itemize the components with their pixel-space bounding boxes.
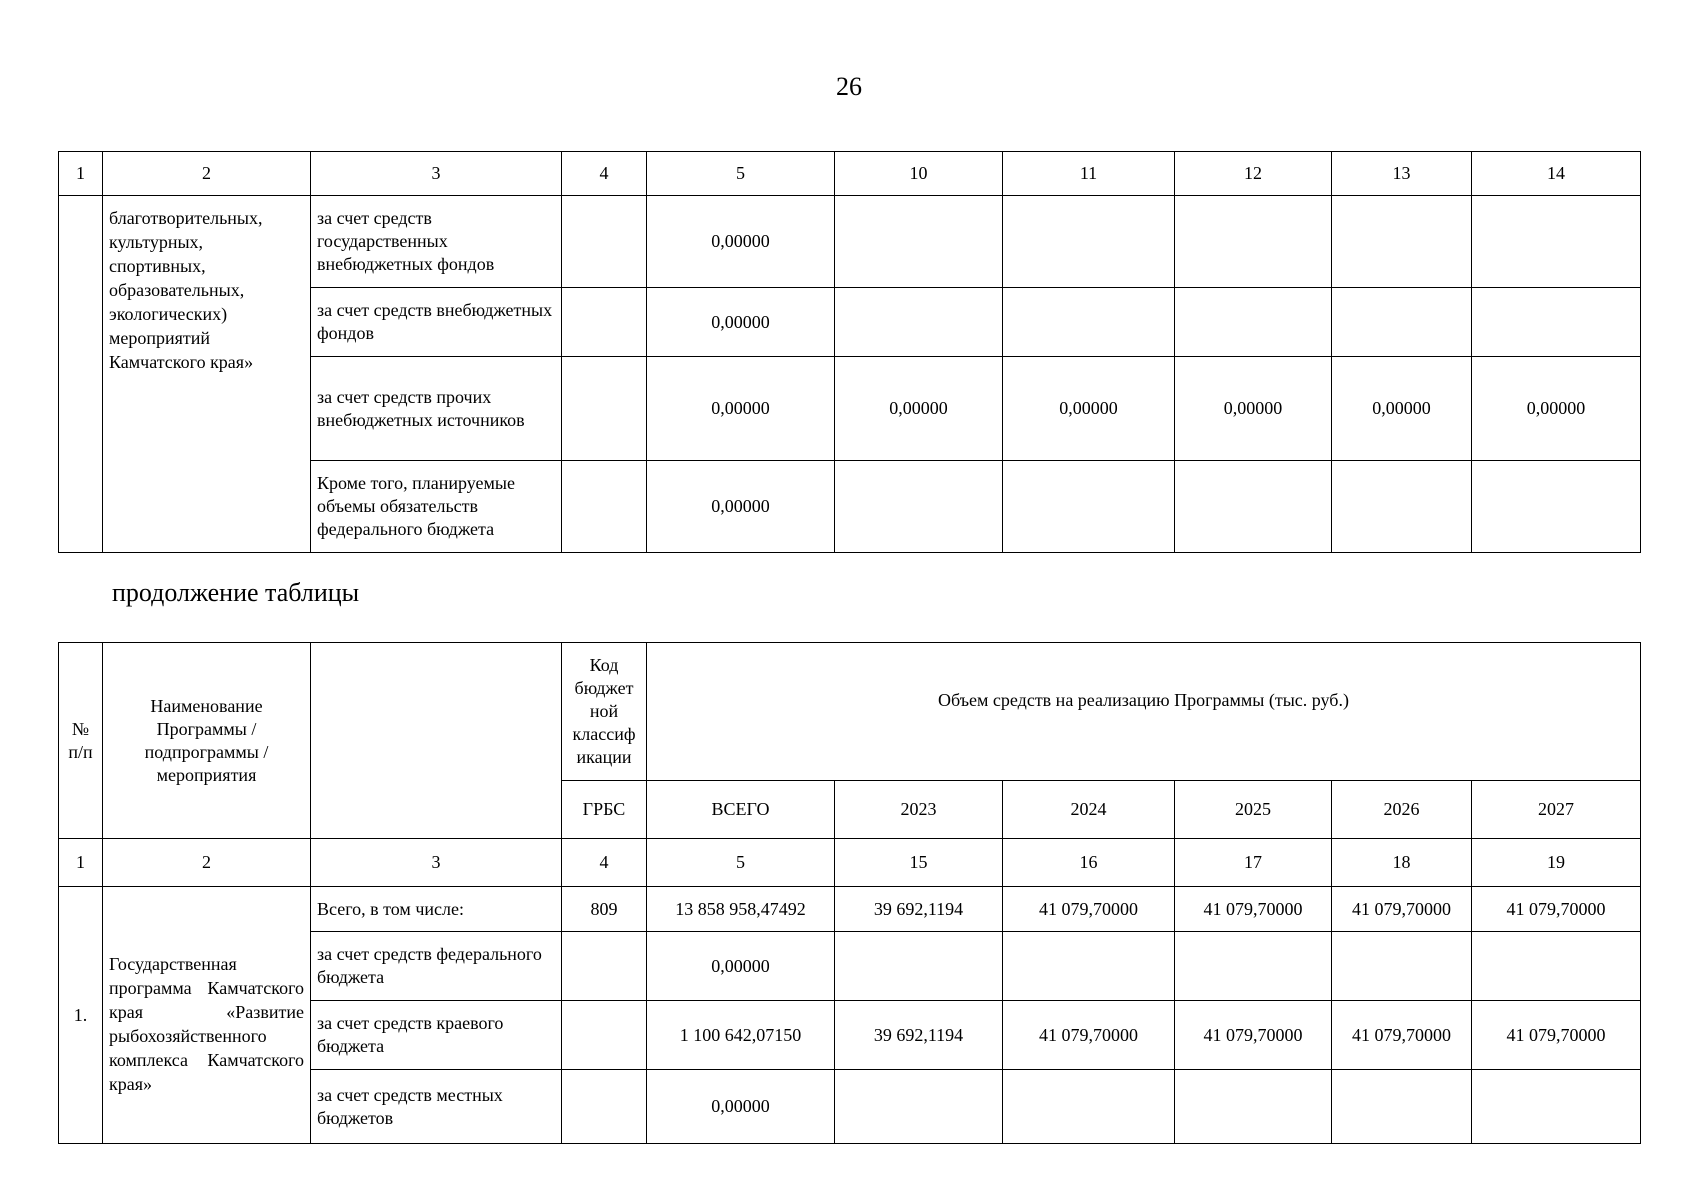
value-cell (1472, 1070, 1641, 1144)
table-row (59, 196, 1641, 288)
value-cell (1003, 932, 1175, 1001)
col-num-5: 5 (647, 839, 835, 887)
total-cell: 0,00000 (647, 196, 835, 288)
total-cell: 0,00000 (647, 1070, 835, 1144)
value-cell: 41 079,70000 (1175, 1001, 1332, 1070)
col-num-5: 5 (647, 152, 835, 196)
value-cell (1003, 196, 1175, 288)
total-cell: 0,00000 (647, 932, 835, 1001)
col-num-17: 17 (1175, 839, 1332, 887)
row-num-cell: 1. (59, 887, 103, 1144)
value-cell: 0,00000 (1332, 357, 1472, 461)
value-cell: 41 079,70000 (1003, 887, 1175, 932)
header-year-2023: 2023 (835, 781, 1003, 839)
value-cell (1175, 461, 1332, 553)
continuation-label: продолжение таблицы (112, 578, 360, 607)
funding-source-cell: Всего, в том числе: (311, 887, 562, 932)
value-cell (1175, 288, 1332, 357)
col-num-1: 1 (59, 839, 103, 887)
grbs-cell (562, 932, 647, 1001)
column-number-row (59, 152, 1641, 196)
grbs-cell: 809 (562, 887, 647, 932)
program-name-cell: Государственная программа Камчатского края «Развитие рыбохозяйственного комплекса Камчатского края» (103, 887, 311, 1144)
header-year-2026: 2026 (1332, 781, 1472, 839)
grbs-cell (562, 357, 647, 461)
funding-source-cell: за счет средств местных бюджетов (311, 1070, 562, 1144)
budget-table-top (58, 151, 1641, 553)
total-cell: 0,00000 (647, 357, 835, 461)
header-year-2027: 2027 (1472, 781, 1641, 839)
total-cell: 0,00000 (647, 288, 835, 357)
header-year-2024: 2024 (1003, 781, 1175, 839)
page-number: 26 (836, 72, 862, 101)
header-num: № п/п (59, 643, 103, 839)
value-cell: 39 692,1194 (835, 887, 1003, 932)
funding-source-cell: за счет средств федерального бюджета (311, 932, 562, 1001)
value-cell (1332, 288, 1472, 357)
value-cell (1175, 1070, 1332, 1144)
header-total: ВСЕГО (647, 781, 835, 839)
grbs-cell (562, 288, 647, 357)
funding-source-cell: за счет средств внебюджетных фондов (311, 288, 562, 357)
col-num-2: 2 (103, 839, 311, 887)
value-cell (1332, 1070, 1472, 1144)
value-cell: 39 692,1194 (835, 1001, 1003, 1070)
header-code: Код бюджет ной классиф икации (562, 643, 647, 781)
value-cell (1472, 196, 1641, 288)
grbs-cell (562, 1001, 647, 1070)
grbs-cell (562, 196, 647, 288)
value-cell (1175, 196, 1332, 288)
header-year-2025: 2025 (1175, 781, 1332, 839)
row-num-cell (59, 196, 103, 553)
col-num-1: 1 (59, 152, 103, 196)
grbs-cell (562, 1070, 647, 1144)
value-cell: 0,00000 (835, 357, 1003, 461)
value-cell: 0,00000 (1472, 357, 1641, 461)
col-num-11: 11 (1003, 152, 1175, 196)
col-num-4: 4 (562, 839, 647, 887)
value-cell (1472, 932, 1641, 1001)
funding-source-cell: за счет средств краевого бюджета (311, 1001, 562, 1070)
header-name: Наименование Программы / подпрограммы / мероприятия (103, 643, 311, 839)
column-number-row (59, 839, 1641, 887)
col-num-3: 3 (311, 152, 562, 196)
value-cell (1332, 196, 1472, 288)
total-cell: 1 100 642,07150 (647, 1001, 835, 1070)
value-cell (1003, 1070, 1175, 1144)
col-num-12: 12 (1175, 152, 1332, 196)
value-cell (1332, 932, 1472, 1001)
col-num-16: 16 (1003, 839, 1175, 887)
header-grbs: ГРБС (562, 781, 647, 839)
value-cell (1332, 461, 1472, 553)
value-cell (1003, 288, 1175, 357)
value-cell: 0,00000 (1003, 357, 1175, 461)
col-num-3: 3 (311, 839, 562, 887)
col-num-14: 14 (1472, 152, 1641, 196)
value-cell: 41 079,70000 (1472, 887, 1641, 932)
total-cell: 13 858 958,47492 (647, 887, 835, 932)
value-cell: 41 079,70000 (1332, 1001, 1472, 1070)
value-cell: 41 079,70000 (1472, 1001, 1641, 1070)
funding-source-cell: за счет средств прочих внебюджетных источников (311, 357, 562, 461)
col-num-4: 4 (562, 152, 647, 196)
value-cell (1472, 461, 1641, 553)
measure-name-cell: благотворительных, культурных, спортивных, образовательных, экологических) мероприятий Камчатского края» (103, 196, 311, 553)
funding-source-cell: за счет средств государственных внебюджетных фондов (311, 196, 562, 288)
col-num-2: 2 (103, 152, 311, 196)
value-cell (835, 932, 1003, 1001)
value-cell (835, 196, 1003, 288)
value-cell: 41 079,70000 (1175, 887, 1332, 932)
header-volume: Объем средств на реализацию Программы (тыс. руб.) (647, 643, 1641, 781)
total-cell: 0,00000 (647, 461, 835, 553)
budget-table-bottom (58, 642, 1641, 1144)
value-cell: 41 079,70000 (1332, 887, 1472, 932)
value-cell (1472, 288, 1641, 357)
value-cell (835, 288, 1003, 357)
value-cell (1003, 461, 1175, 553)
value-cell: 0,00000 (1175, 357, 1332, 461)
value-cell (835, 461, 1003, 553)
header-row (59, 643, 1641, 781)
col-num-13: 13 (1332, 152, 1472, 196)
col-num-18: 18 (1332, 839, 1472, 887)
col-num-19: 19 (1472, 839, 1641, 887)
value-cell: 41 079,70000 (1003, 1001, 1175, 1070)
col-num-15: 15 (835, 839, 1003, 887)
value-cell (1175, 932, 1332, 1001)
table-row (59, 887, 1641, 932)
funding-source-cell: Кроме того, планируемые объемы обязательств федерального бюджета (311, 461, 562, 553)
grbs-cell (562, 461, 647, 553)
header-empty (311, 643, 562, 839)
col-num-10: 10 (835, 152, 1003, 196)
value-cell (835, 1070, 1003, 1144)
